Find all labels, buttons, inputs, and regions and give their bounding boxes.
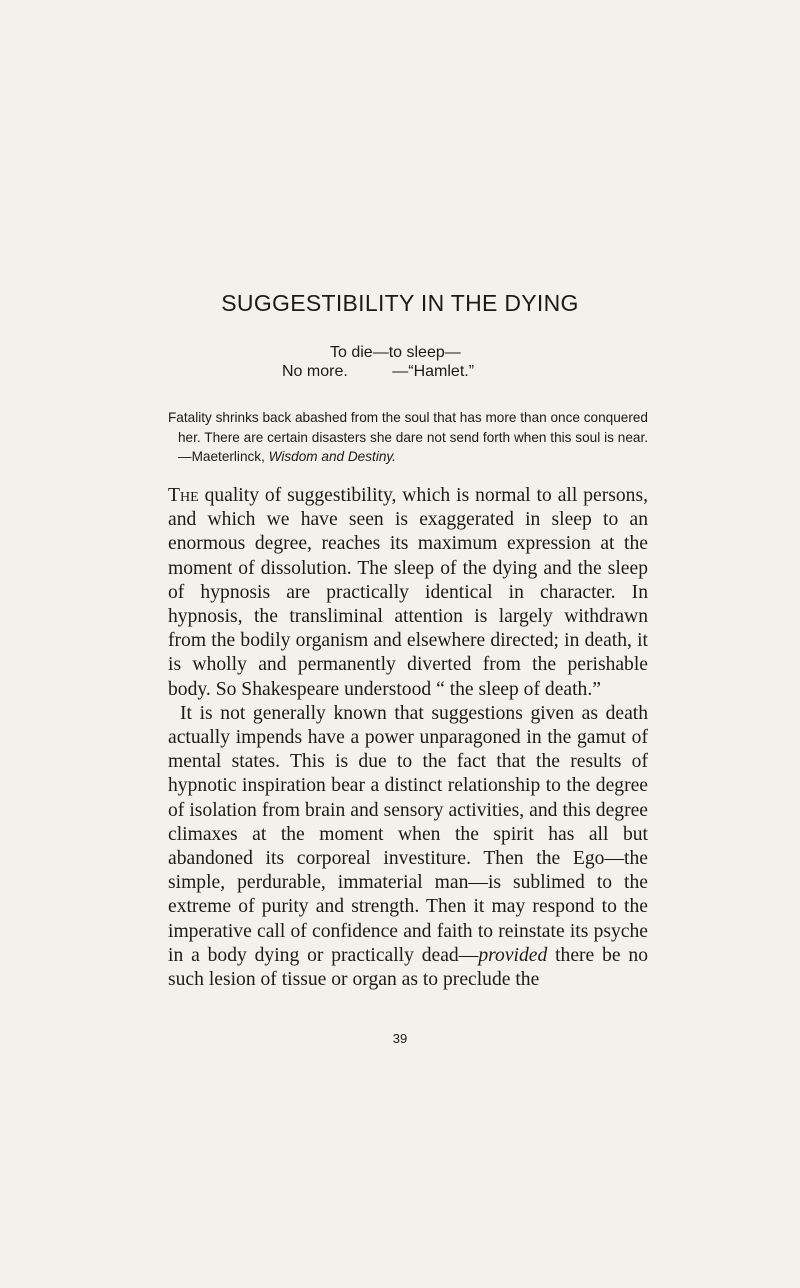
epigraph-maeterlinck-quote: Fatality shrinks back abashed from the soul that has more than once conquered her. There are certain disasters she dare not send forth when this soul is near.—Maeterlinck, xyxy=(168,410,648,464)
paragraph-2-text-after: there be no such lesion of tissue or organ as to preclude the xyxy=(168,944,648,991)
paragraph-1-text: quality of suggestibility, which is normal to all persons, and which we have seen is exaggerated in sleep to an enormous degree, reaches its maximum expression at the moment of dissolution. The sleep of the dying and the sleep of hypnosis are practically identical in character. In hypnosis, the transliminal attention is largely withdrawn from the bodily organism and elsewhere directed; in death, it is wholly and permanently diverted from the perishable body. So Shakespeare understood “ the sleep of death.” xyxy=(168,485,648,700)
epigraph-maeterlinck-work: Wisdom and Destiny. xyxy=(268,449,396,464)
epigraph-hamlet xyxy=(282,343,642,381)
paragraph-2 xyxy=(168,702,648,992)
chapter-title: SUGGESTIBILITY IN THE DYING xyxy=(221,290,579,316)
page-number: 39 xyxy=(392,1031,408,1046)
epigraph-hamlet-line2 xyxy=(282,362,642,381)
paragraph-1-lead: The xyxy=(168,485,199,506)
body-text xyxy=(168,484,648,992)
paragraph-1 xyxy=(168,484,648,702)
paragraph-2-text-before: It is not generally known that suggestions given as death actually impends have a power unparagoned in the gamut of mental states. This is due to the fact that the results of hypnotic inspiration bear a distinct relationship to the degree of isolation from brain and sensory activities, and this degree climaxes at the moment when the spirit has all but abandoned its corporeal investiture. Then the Ego—the simple, perdurable, immaterial man—is sublimed to the extreme of purity and strength. Then it may respond to the imperative call of confidence and faith to reinstate its psyche in a body dying or practically dead— xyxy=(168,702,648,966)
epigraph-hamlet-line2-text: No more. xyxy=(282,363,348,380)
paragraph-2-italic: provided xyxy=(478,944,548,966)
epigraph-hamlet-attribution: —“Hamlet.” xyxy=(392,363,475,380)
epigraph-maeterlinck xyxy=(168,408,648,467)
epigraph-hamlet-line1: To die—to sleep— xyxy=(330,344,461,361)
